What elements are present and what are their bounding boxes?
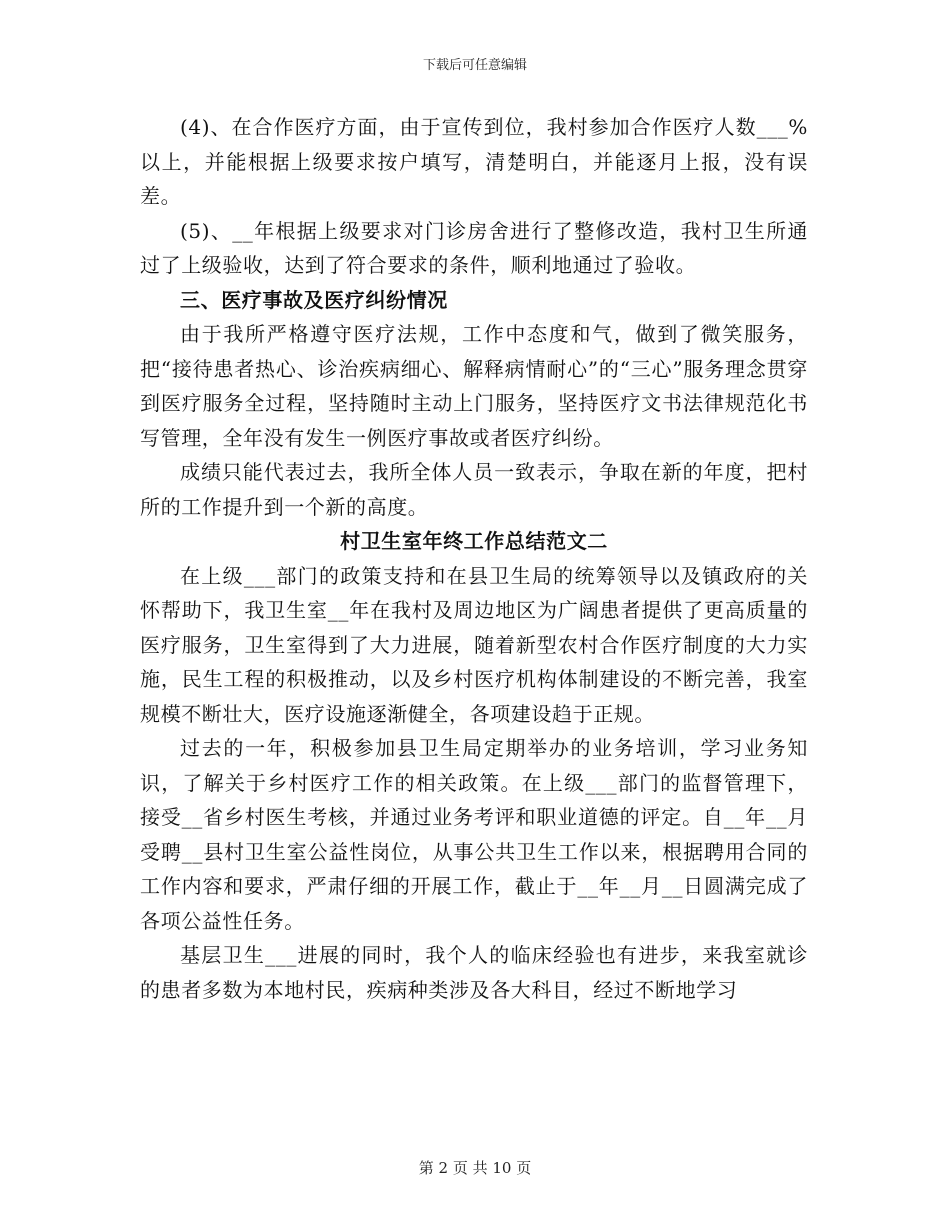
page-number: 第 2 页 共 10 页 (418, 1159, 532, 1177)
paragraph-intro: 在上级___部门的政策支持和在县卫生局的统筹领导以及镇政府的关怀帮助下，我卫生室__年在我村及周边地区为广阔患者提供了更高质量的医疗服务，卫生室得到了大力进展，随着新型农村合作医疗制度的大力实施，民生工程的积极推动，以及乡村医疗机构体制建设的不断完善，我室规模不断壮大，医疗设施逐渐健全，各项建设趋于正规。 (140, 563, 808, 726)
section-heading: 三、医疗事故及医疗纠纷情况 (180, 287, 448, 312)
paragraph-medical-safety: 由于我所严格遵守医疗法规，工作中态度和气，做到了微笑服务，把“接待患者热心、诊治疾病细心、解释病情耐心”的“三心”服务理念贯穿到医疗服务全过程，坚持随时主动上门服务，坚持医疗文书法律规范化书写管理，全年没有发生一例医疗事故或者医疗纠纷。 (140, 322, 808, 450)
document-body (140, 110, 808, 1007)
document-title: 村卫生室年终工作总结范文二 (340, 529, 608, 553)
paragraph-training: 过去的一年，积极参加县卫生局定期举办的业务培训，学习业务知识，了解关于乡村医疗工作的相关政策。在上级___部门的监督管理下，接受__省乡村医生考核，并通过业务考评和职业道德的评定。自__年__月受聘__县村卫生室公益性岗位，从事公共卫生工作以来，根据聘用合同的工作内容和要求，严肃仔细的开展工作，截止于__年__月__日圆满完成了各项公益性任务。 (140, 736, 808, 933)
paragraph-item-4: (4)、在合作医疗方面，由于宣传到位，我村参加合作医疗人数___%以上，并能根据上级要求按户填写，清楚明白，并能逐月上报，没有误差。 (140, 115, 808, 208)
paragraph-conclusion: 成绩只能代表过去，我所全体人员一致表示，争取在新的年度，把村所的工作提升到一个新的高度。 (140, 460, 808, 519)
paragraph-clinical: 基层卫生___进展的同时，我个人的临床经验也有进步，来我室就诊的患者多数为本地村民，疾病种类涉及各大科目，经过不断地学习 (140, 943, 808, 1002)
header-note: 下载后可任意编辑 (422, 58, 527, 73)
paragraph-item-5: (5)、__年根据上级要求对门诊房舍进行了整修改造，我村卫生所通过了上级验收，达到了符合要求的条件，顺利地通过了验收。 (140, 218, 808, 277)
